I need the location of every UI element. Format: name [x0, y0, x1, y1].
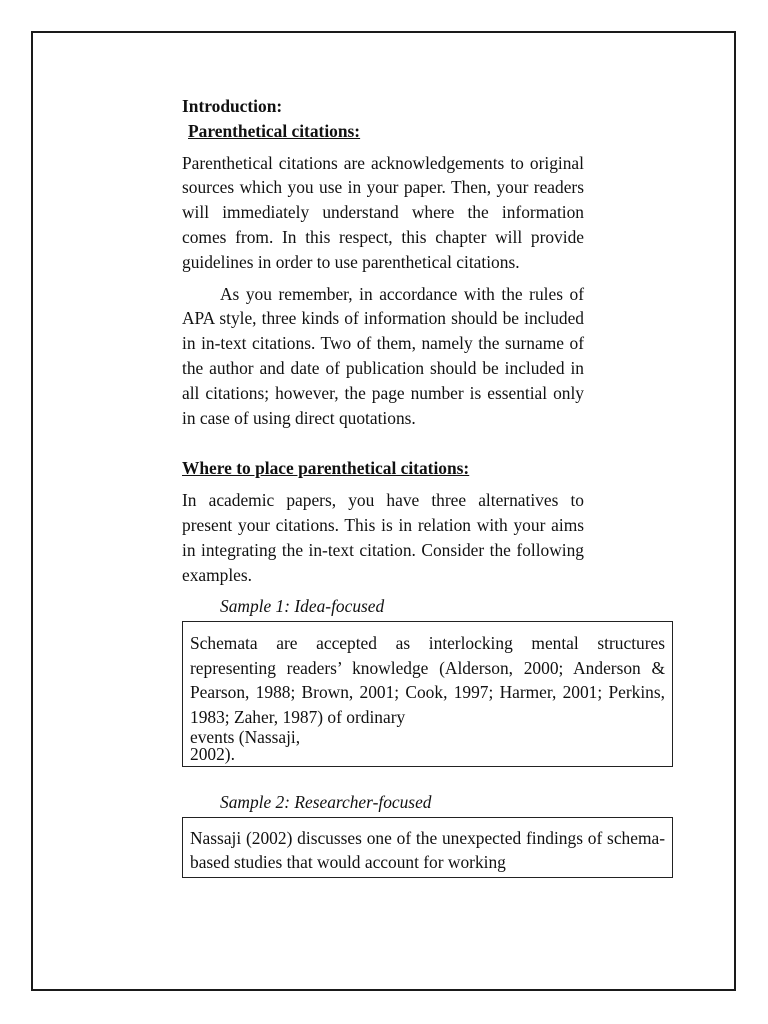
- sample-1-text-tail-1: events (Nassaji,: [190, 727, 301, 748]
- document-content: [182, 94, 665, 878]
- sample-2-label: Sample 2: Researcher-focused: [220, 792, 432, 813]
- sample-1-text: Schemata are accepted as interlocking mental structures representing readers’ knowledge (Alderson, 2000; Anderson & Pearson, 1988; Brown, 2001; Cook, 1997; Harmer, 2001; Perkins, 1983; Zaher, 1987) of ordinary: [190, 633, 665, 727]
- intro-paragraph-2: As you remember, in accordance with the rules of APA style, three kinds of information should be included in in-text citations. Two of them, namely the surname of the author and date of publication should be included in all citations; however, the page number is essential only in case of using direct quotations.: [182, 283, 584, 428]
- sample-1-box: [182, 621, 673, 767]
- sample-2-box: [182, 817, 673, 878]
- sample-1-text-tail-2: 2002).: [190, 744, 235, 765]
- sample-1-label: Sample 1: Idea-focused: [220, 596, 385, 617]
- intro-paragraph-1: Parenthetical citations are acknowledgements to original sources which you use in your paper. Then, your readers will immediately understand where the information comes from. In this respect, this chapter will provide guidelines in order to use parenthetical citations.: [182, 152, 584, 272]
- intro-title: Introduction:: [182, 96, 283, 116]
- sample-2-text: Nassaji (2002) discusses one of the unexpected findings of schema-based studies that would account for working: [190, 827, 665, 873]
- placement-paragraph: In academic papers, you have three alternatives to present your citations. This is in relation with your aims in integrating the in-text citation. Consider the following examples.: [182, 490, 584, 585]
- parenthetical-citations-heading: Parenthetical citations:: [188, 120, 361, 141]
- where-to-place-heading: Where to place parenthetical citations:: [182, 458, 470, 479]
